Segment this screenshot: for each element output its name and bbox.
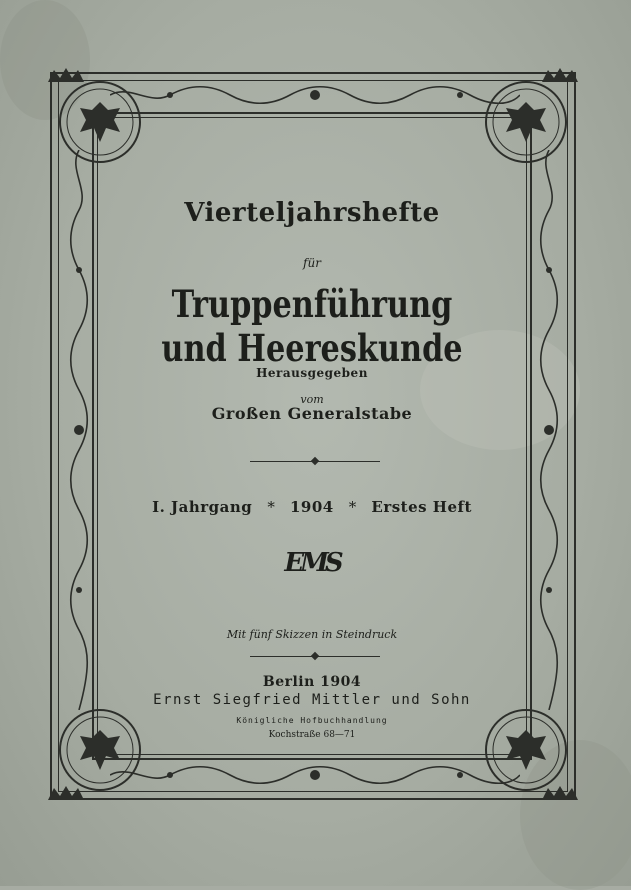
- main-title-block: [97, 282, 527, 370]
- issue-year: 1904: [289, 498, 334, 516]
- imprint-publisher-line: [97, 689, 527, 708]
- note-line: [97, 623, 527, 642]
- issue-line: [97, 497, 527, 516]
- series-line: Vierteljahrshefte: [184, 198, 440, 228]
- note-text: Mit fünf Skizzen in Steindruck: [226, 628, 398, 641]
- left-vine-ornament: [66, 150, 92, 710]
- imprint-role: Königliche Hofbuchhandlung: [236, 716, 388, 725]
- vom-text: vom: [300, 393, 324, 406]
- top-vine-ornament: [110, 82, 520, 108]
- imprint-place-line: [97, 671, 527, 690]
- issue-star: *: [267, 498, 275, 516]
- imprint-place-year: Berlin 1904: [262, 674, 362, 690]
- publisher-monogram: EMS: [284, 548, 340, 578]
- publisher-body-line: [97, 404, 527, 423]
- eagle-medallion-top-right: [476, 62, 586, 172]
- series-title: [97, 198, 527, 228]
- imprint-address: Kochstraße 68—71: [268, 730, 356, 740]
- fuer-text: für: [303, 256, 321, 270]
- edited-by-text: Herausgegeben: [256, 366, 368, 380]
- issue-number: Erstes Heft: [371, 498, 472, 516]
- fuer-line: [97, 252, 527, 271]
- main-title: Truppenführung und Heereskunde: [161, 282, 463, 370]
- monogram-block: [97, 548, 527, 578]
- imprint-address-line: [97, 722, 527, 741]
- imprint-publisher: Ernst Siegfried Mittler und Sohn: [153, 692, 471, 708]
- issue-volume: I. Jahrgang: [152, 498, 253, 516]
- issue-star: *: [348, 498, 357, 516]
- edited-by-line: [97, 362, 527, 381]
- publisher-body: Großen Generalstabe: [211, 404, 413, 423]
- right-vine-ornament: [536, 150, 562, 710]
- bottom-vine-ornament: [110, 762, 520, 788]
- eagle-medallion-top-left: [40, 62, 150, 172]
